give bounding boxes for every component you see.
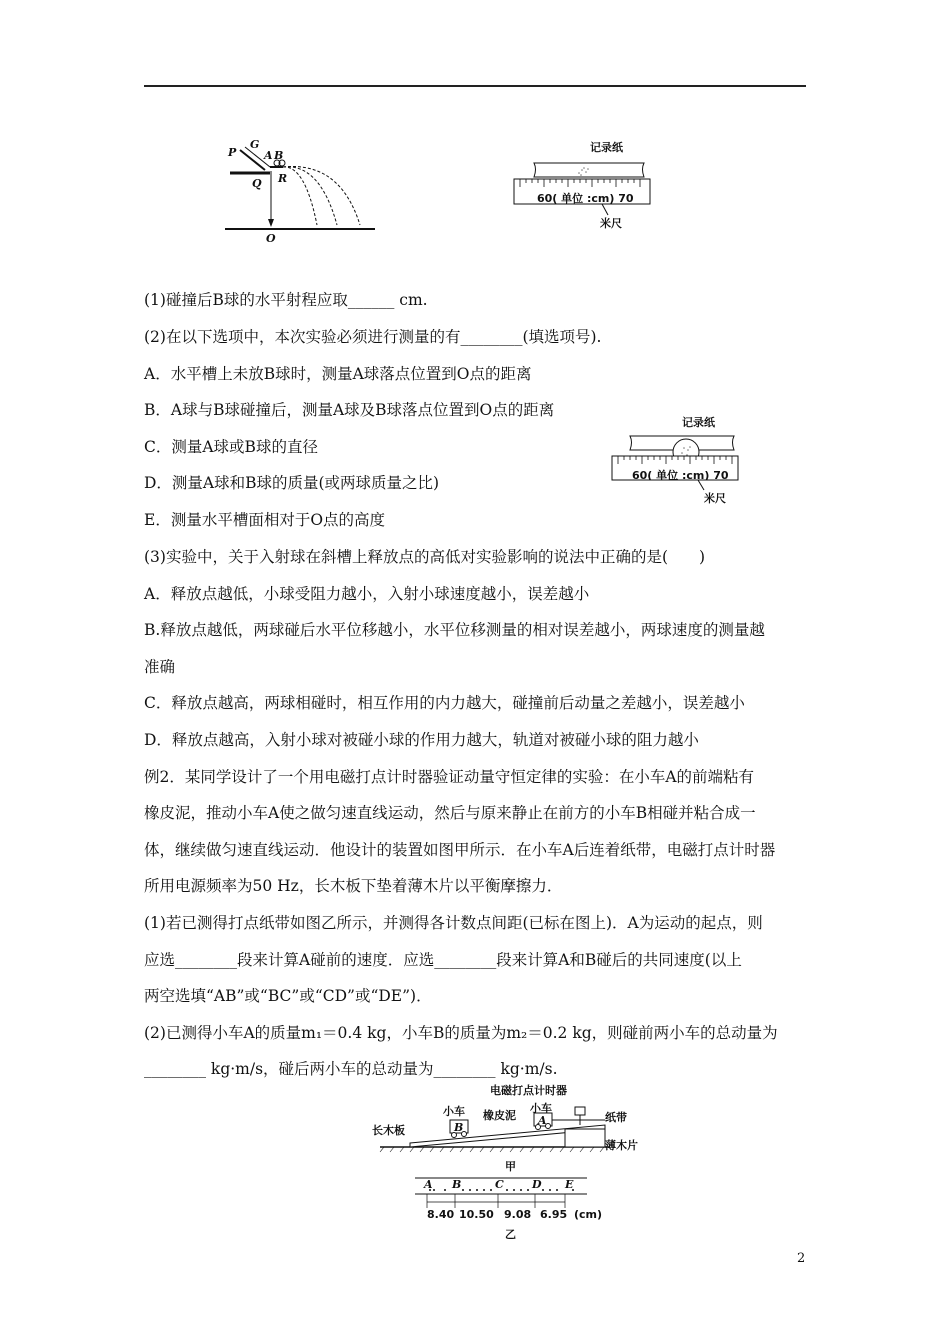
- cart-a-letter: A: [538, 1114, 547, 1127]
- ruler-text-2: 60( 单位 :cm) 70: [632, 469, 729, 482]
- label-p: P: [228, 146, 237, 159]
- label-a: A: [264, 149, 273, 162]
- label-o: O: [266, 232, 276, 245]
- q2-option-a: A．水平槽上未放B球时，测量A球落点位置到O点的距离: [144, 365, 532, 383]
- q3-option-d: D．释放点越高，入射小球对被碰小球的作用力越大，轨道对被碰小球的阻力越小: [144, 731, 699, 749]
- tape-point-a: A: [424, 1178, 433, 1191]
- timer-label: 电磁打点计时器: [490, 1084, 567, 1097]
- page-number: 2: [797, 1251, 806, 1266]
- figure-yi-caption: 乙: [505, 1228, 516, 1241]
- q3-option-c: C．释放点越高，两球相碰时，相互作用的内力越大，碰撞前后动量之差越小，误差越小: [144, 694, 745, 712]
- label-q: Q: [252, 177, 262, 190]
- ex2-q1-line-3: 两空选填“AB”或“BC”或“CD”或“DE”)．: [144, 987, 432, 1005]
- record-paper-label: 记录纸: [590, 141, 623, 154]
- figure-jia-caption: 甲: [505, 1160, 516, 1173]
- distance-cd: 9.08: [504, 1208, 532, 1221]
- record-paper-label-2: 记录纸: [682, 416, 715, 429]
- example-2-line-1: 例2．某同学设计了一个用电磁打点计时器验证动量守恒定律的实验：在小车A的前端粘有: [144, 768, 755, 786]
- tape-point-d: D: [532, 1178, 542, 1191]
- example-2-line-3: 体，继续做匀速直线运动．他设计的装置如图甲所示．在小车A后连着纸带，电磁打点计时器: [144, 841, 776, 859]
- question-2: (2)在以下选项中，本次实验必须进行测量的有________(填选项号).: [144, 328, 602, 346]
- record-paper-ruler-figure: [512, 155, 652, 215]
- q3-option-a: A．释放点越低，小球受阻力越小，入射小球速度越小，误差越小: [144, 585, 590, 603]
- ruler-name: 米尺: [600, 217, 622, 230]
- q3-option-b: B.释放点越低，两球碰后水平位移越小，水平位移测量的相对误差越小，两球速度的测量越: [144, 621, 765, 639]
- ruler-text: 60( 单位 :cm) 70: [537, 192, 634, 205]
- q2-option-d: D．测量A球和B球的质量(或两球质量之比): [144, 474, 440, 492]
- q3-option-b-cont: 准确: [144, 658, 176, 676]
- label-r: R: [278, 172, 288, 185]
- distance-ab: 8.40: [427, 1208, 455, 1221]
- cart-b-label: 小车: [443, 1105, 465, 1118]
- shim-label: 薄木片: [605, 1139, 638, 1152]
- distance-de: 6.95: [540, 1208, 568, 1221]
- tape-label: 纸带: [605, 1111, 627, 1124]
- example-2-line-2: 橡皮泥，推动小车A使之做匀速直线运动，然后与原来静止在前方的小车B相碰并粘合成一: [144, 804, 756, 822]
- label-b: B: [274, 149, 284, 162]
- distance-unit: (cm): [574, 1208, 603, 1221]
- ex2-q2-line-2: ________ kg·m/s，碰后两小车的总动量为________ kg·m/s.: [144, 1060, 558, 1078]
- q2-option-c: C．测量A球或B球的直径: [144, 438, 318, 456]
- distance-bc: 10.50: [459, 1208, 494, 1221]
- ex2-q2-line-1: (2)已测得小车A的质量m₁＝0.4 kg，小车B的质量为m₂＝0.2 kg，则碰前两小车的总动量为: [144, 1024, 778, 1042]
- question-1: (1)碰撞后B球的水平射程应取______ cm.: [144, 291, 428, 309]
- question-3: (3)实验中，关于入射球在斜槽上释放点的高低对实验影响的说法中正确的是( ): [144, 548, 706, 566]
- q2-option-e: E．测量水平槽面相对于O点的高度: [144, 511, 386, 529]
- label-g: G: [250, 138, 260, 151]
- ex2-q1-line-1: (1)若已测得打点纸带如图乙所示，并测得各计数点间距(已标在图上)．A为运动的起点，则: [144, 914, 763, 932]
- putty-label: 橡皮泥: [483, 1109, 516, 1122]
- tape-point-c: C: [495, 1178, 504, 1191]
- q2-option-b: B．A球与B球碰撞后，测量A球及B球落点位置到O点的距离: [144, 401, 555, 419]
- tape-point-b: B: [452, 1178, 462, 1191]
- collision-apparatus-figure: [225, 135, 375, 245]
- tape-point-e: E: [565, 1178, 574, 1191]
- example-2-line-4: 所用电源频率为50 Hz，长木板下垫着薄木片以平衡摩擦力．: [144, 877, 563, 895]
- ruler-name-2: 米尺: [704, 492, 726, 505]
- cart-b-letter: B: [454, 1121, 464, 1134]
- board-label: 长木板: [372, 1124, 405, 1137]
- ex2-q1-line-2: 应选________段来计算A碰前的速度．应选________段来计算A和B碰后的共同速度(以上: [144, 951, 742, 969]
- cart-a-label: 小车: [530, 1102, 552, 1115]
- header-rule: [144, 85, 806, 87]
